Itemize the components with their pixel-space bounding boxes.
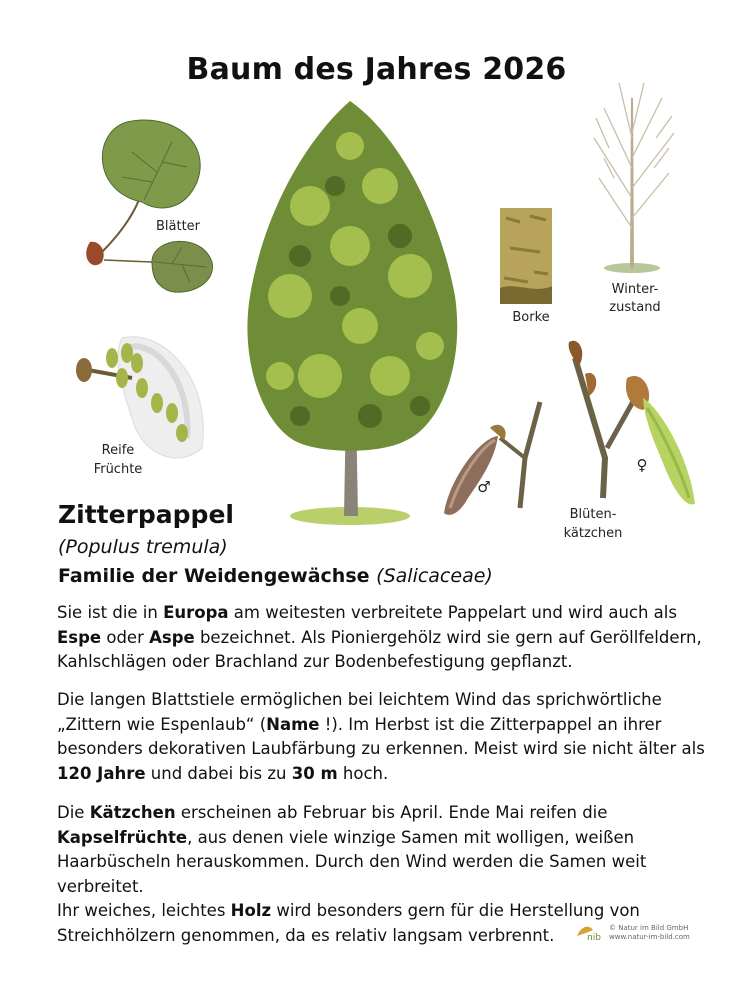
nib-logo-icon [575,922,607,942]
winter-caption-line2: zustand [609,300,661,315]
species-name: Zitterpappel [58,500,234,529]
leaves-illustration [72,112,232,302]
catkins-caption-line1: Blüten- [569,507,617,522]
male-catkin-illustration [440,398,550,522]
svg-text:nib: nib [587,933,601,943]
species-family [58,565,493,587]
bark-caption: Borke [512,310,550,325]
winter-caption-line1: Winter- [611,282,659,297]
species-latin-name: (Populus tremula) [58,536,228,558]
fruits-caption-line2: Früchte [93,462,143,477]
fruits-caption-line1: Reife [101,443,135,458]
copyright-text: © Natur im Bild GmbH www.natur-im-bild.com [609,924,690,941]
page-title: Baum des Jahres 2026 [186,52,567,87]
winter-tree-illustration [584,78,680,274]
leaves-caption: Blätter [155,219,201,234]
tree-illustration [240,96,470,526]
female-catkin-illustration [565,338,705,510]
bark-illustration [500,208,552,304]
catkins-caption-line2: kätzchen [563,526,623,541]
publisher-footer [575,920,715,946]
female-symbol: ♀ [636,456,648,474]
paragraph-distribution: Sie ist die in Europa am weitesten verbreitete Pappelart und wird auch als Espe oder Aspe bezeichnet. Als Pioniergehölz wird sie gern auf Geröllfeldern, Kahlschlägen oder Brachland zur Bodenbefestigung gepflanzt. [57,603,702,671]
paragraph-catkins-wood: Die Kätzchen erscheinen ab Februar bis April. Ende Mai reifen die Kapselfrüchte, aus denen viele winzige Samen mit wolligen, weißen Haarbüscheln herauskommen. Durch den Wind werden die Samen weit verbreitet. Ihr weiches, leichtes Holz wird besonders gern für die Herstellung von Streichhölzern genommen, da es relativ langsam verbrennt. [57,803,647,945]
family-latin-name: (Salicaceae) [376,565,493,587]
paragraph-name-origin: Die langen Blattstiele ermöglichen bei leichtem Wind das sprichwörtliche „Zittern wie Espenlaub“ (Name !). Im Herbst ist die Zitterpappel an ihrer besonders dekorativen Laubfärbung zu erkennen. Meist wird sie nicht älter als 120 Jahre und dabei bis zu 30 m hoch. [57,690,705,783]
family-name: Familie der Weidengewächse [58,565,370,587]
male-symbol: ♂ [477,478,491,496]
